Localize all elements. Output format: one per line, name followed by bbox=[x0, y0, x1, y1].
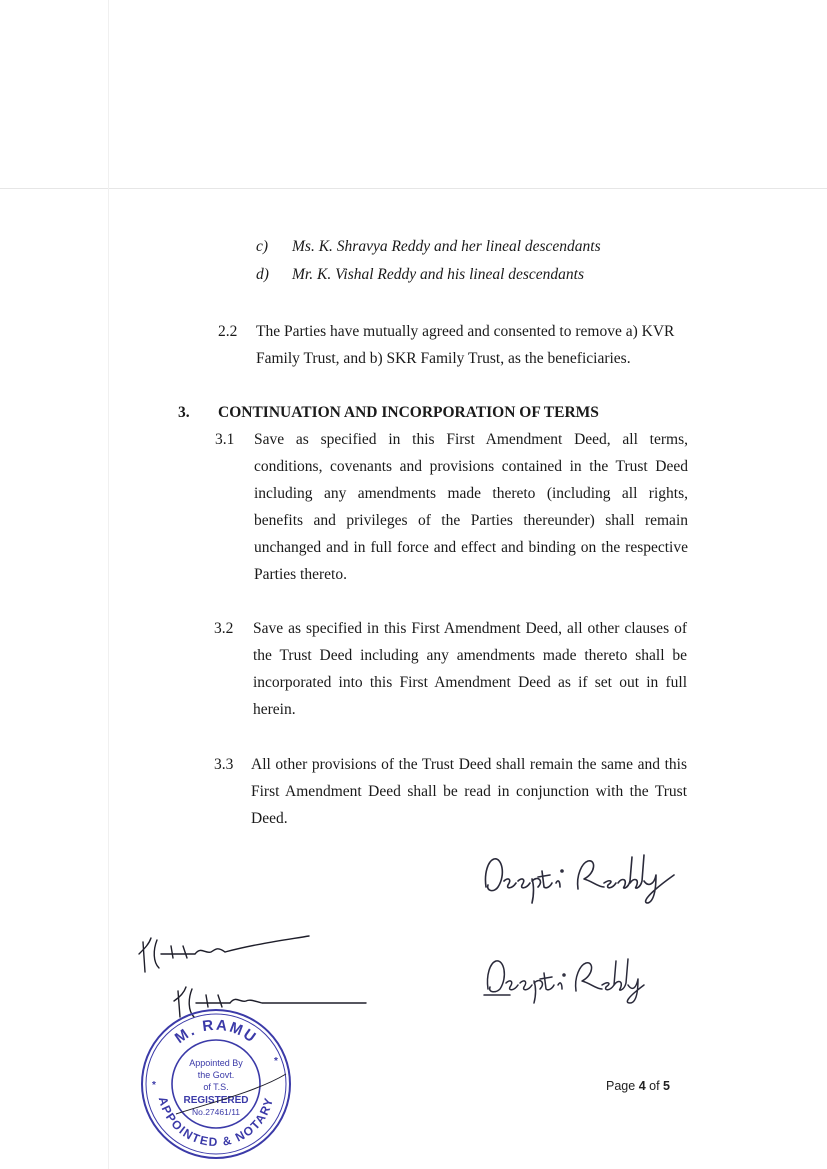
svg-text:Appointed By: Appointed By bbox=[189, 1058, 243, 1068]
list-marker-d: d) bbox=[256, 266, 269, 283]
clause-2-2-number: 2.2 bbox=[218, 323, 238, 340]
clause-3-3-number: 3.3 bbox=[214, 756, 234, 773]
page-number bbox=[606, 1079, 670, 1093]
svg-text:*: * bbox=[274, 1056, 278, 1067]
clause-2-2-text: The Parties have mutually agreed and consented to remove a) KVR Family Trust, and b) SKR Family Trust, as the beneficiaries. bbox=[256, 323, 675, 367]
clause-3-3-text: All other provisions of the Trust Deed shall remain the same and this First Amendment Deed shall be read in conjunction with the Trust Deed. bbox=[251, 756, 687, 827]
section-3-number: 3. bbox=[178, 404, 190, 421]
signature-2 bbox=[480, 945, 650, 1005]
svg-text:*: * bbox=[152, 1080, 156, 1091]
list-item-d: Mr. K. Vishal Reddy and his lineal descendants bbox=[292, 266, 585, 283]
current-page: 4 bbox=[638, 1079, 646, 1093]
scan-line bbox=[0, 188, 827, 189]
clause-3-2-number: 3.2 bbox=[214, 620, 234, 637]
clause-3-1-text: Save as specified in this First Amendment Deed, all terms, conditions, covenants and provisions contained in the Trust Deed including any amendments made thereto (including all rights, benefits and privileges of the Parties thereunder) shall remain unchanged and in full force and effect and binding on the respective Parties thereto. bbox=[254, 431, 688, 583]
section-3-heading: CONTINUATION AND INCORPORATION OF TERMS bbox=[218, 404, 599, 421]
total-pages: 5 bbox=[663, 1079, 670, 1093]
svg-text:the Govt.: the Govt. bbox=[197, 1070, 235, 1080]
svg-text:No.27461/11: No.27461/11 bbox=[191, 1107, 241, 1117]
scan-edge bbox=[108, 0, 109, 1169]
svg-text:of T.S.: of T.S. bbox=[203, 1082, 229, 1092]
svg-text:M. RAMU: M. RAMU bbox=[171, 1016, 261, 1048]
initials-mark-1 bbox=[135, 928, 315, 978]
page-label: Page bbox=[606, 1079, 636, 1093]
list-item-c: Ms. K. Shravya Reddy and her lineal descendants bbox=[292, 238, 601, 255]
notary-stamp bbox=[136, 1004, 296, 1164]
list-marker-c: c) bbox=[256, 238, 269, 255]
svg-text:APPOINTED & NOTARY: APPOINTED & NOTARY bbox=[155, 1095, 277, 1150]
clause-3-2-text: Save as specified in this First Amendment Deed, all other clauses of the Trust Deed including any amendments made thereto shall be incorporated into this First Amendment Deed as if set out in full herein. bbox=[253, 620, 687, 718]
svg-text:REGISTERED: REGISTERED bbox=[183, 1095, 249, 1106]
clause-3-1-number: 3.1 bbox=[215, 431, 235, 448]
of-label: of bbox=[649, 1079, 660, 1093]
signature-1 bbox=[478, 845, 678, 905]
